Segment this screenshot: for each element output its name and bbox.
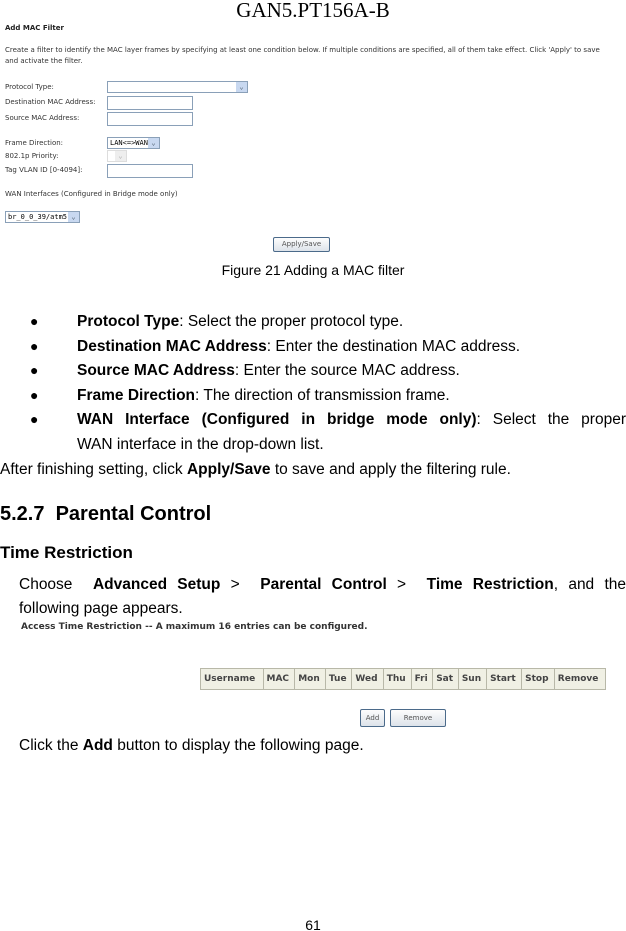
bullet-item: Frame Direction: The direction of transmission frame. [77, 387, 450, 404]
time-restriction-title: Access Time Restriction -- A maximum 16 entries can be configured. [21, 622, 368, 632]
column-header: Sun [458, 669, 486, 690]
chevron-down-icon: ⌄ [236, 82, 247, 92]
apply-save-button[interactable]: Apply/Save [273, 237, 330, 252]
chevron-down-icon: ⌄ [115, 151, 126, 161]
column-header: Stop [522, 669, 555, 690]
priority-select[interactable] [107, 150, 127, 162]
bullet-icon: ● [30, 411, 39, 427]
wan-label: WAN Interfaces (Configured in Bridge mode only) [5, 190, 178, 198]
vlan-label: Tag VLAN ID [0-4094]: [5, 166, 83, 174]
protocol-type-select[interactable] [107, 81, 248, 93]
frame-direction-value: LAN<=>WAN [110, 139, 148, 147]
column-header: Thu [383, 669, 411, 690]
page-header: GAN5.PT156A-B [236, 0, 390, 22]
bullet-item: Destination MAC Address: Enter the destination MAC address. [77, 338, 521, 355]
chevron-down-icon: ⌄ [148, 138, 159, 148]
column-header: Start [487, 669, 522, 690]
time-restriction-screenshot [0, 620, 626, 732]
time-restriction-table [200, 668, 606, 690]
bullet-icon: ● [30, 362, 39, 378]
column-header: Tue [325, 669, 352, 690]
bullet-icon: ● [30, 338, 39, 354]
table-header-row [201, 669, 606, 690]
after-text: After finishing setting, click Apply/Save to save and apply the filtering rule. [0, 461, 511, 478]
figure-caption: Figure 21 Adding a MAC filter [221, 262, 405, 278]
src-mac-label: Source MAC Address: [5, 114, 80, 122]
chevron-down-icon: ⌄ [68, 212, 79, 222]
subheading: Time Restriction [0, 543, 133, 562]
choose-text: Choose Advanced Setup > Parental Control > Time Restriction, and the [19, 576, 626, 593]
bullet-icon: ● [30, 313, 39, 329]
column-header: Mon [295, 669, 326, 690]
column-header: Sat [433, 669, 459, 690]
protocol-type-label: Protocol Type: [5, 83, 54, 91]
mac-filter-title: Add MAC Filter [5, 24, 64, 32]
bullet-item: WAN Interface (Configured in bridge mode only): Select the proper [77, 411, 626, 428]
bullet-item: Source MAC Address: Enter the source MAC address. [77, 362, 460, 379]
dest-mac-input[interactable] [107, 96, 193, 110]
section-heading: 5.2.7 Parental Control [0, 503, 212, 525]
src-mac-input[interactable] [107, 112, 193, 126]
mac-filter-description: Create a filter to identify the MAC layer frames by specifying at least one condition below. If multiple conditions are specified, all of them take effect. Click 'Apply' to save and activate the filter. [5, 46, 600, 65]
vlan-input[interactable] [107, 164, 193, 178]
bullet-item-continued: WAN interface in the drop-down list. [77, 436, 324, 453]
frame-direction-label: Frame Direction: [5, 139, 64, 147]
click-add-text: Click the Add button to display the following page. [19, 737, 364, 754]
column-header: MAC [263, 669, 295, 690]
priority-label: 802.1p Priority: [5, 152, 59, 160]
choose-text-line2: following page appears. [19, 600, 183, 617]
column-header: Username [201, 669, 264, 690]
mac-filter-screenshot [0, 22, 626, 257]
remove-button[interactable]: Remove [390, 709, 446, 727]
frame-direction-select[interactable] [107, 137, 160, 149]
column-header: Fri [411, 669, 433, 690]
wan-interface-select[interactable] [5, 211, 80, 223]
add-button[interactable]: Add [360, 709, 385, 727]
column-header: Wed [352, 669, 383, 690]
column-header: Remove [554, 669, 605, 690]
wan-interface-value: br_0_0_39/atm5 [8, 213, 68, 221]
page-number: 61 [305, 917, 321, 931]
bullet-item: Protocol Type: Select the proper protocol type. [77, 313, 404, 330]
bullet-icon: ● [30, 387, 39, 403]
dest-mac-label: Destination MAC Address: [5, 98, 96, 106]
